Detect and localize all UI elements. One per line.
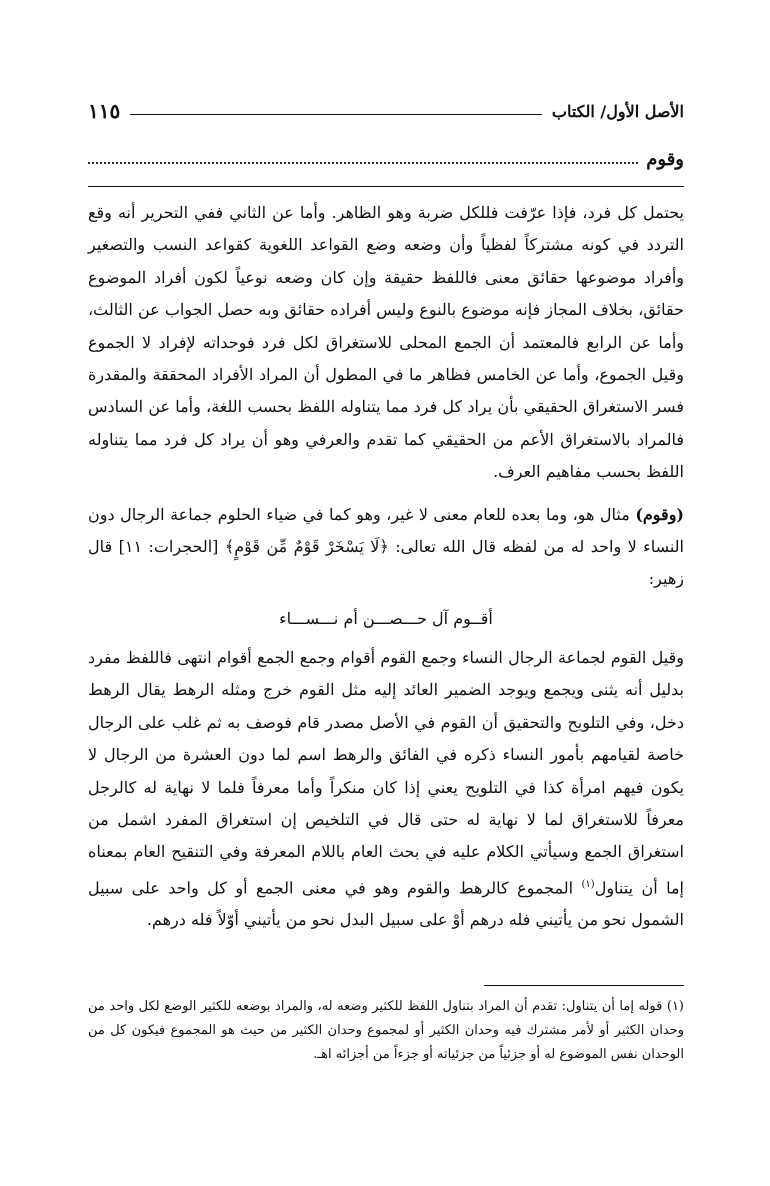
footnote-reference: (١) (581, 878, 595, 890)
lemma-dotted-leader (88, 162, 638, 164)
header-rule (130, 114, 542, 115)
footnotes (88, 995, 684, 1068)
page-header (88, 96, 684, 126)
footnote-1: (١) قوله إما أن يتناول: تقدم أن المراد بتناول اللفظ للكثير وضعه له، والمراد بوضعه للكثير الوضع لكل واحد من وحدان الكثير أو لأمر مشترك فيه وحدان الكثير أو لمجموع وحدان الكثير من حيث هو المجموع فيكون كل من الوحدان نفس الموضوع له أو جزئياً من جزئياته أو جزءاً من أجزائه اهـ. (88, 999, 684, 1063)
running-title: الأصل الأول/ الكتاب (551, 101, 684, 121)
page-number: ١١٥ (88, 99, 121, 123)
poetry-verse: أقــوم آل حـــصـــن أم نـــســـاء (279, 608, 493, 628)
paragraph-1: يحتمل كل فرد، فإذا عرّفت فللكل ضربة وهو الظاهر. وأما عن الثاني ففي التحرير أنه وقع التردد في كونه مشتركاً لفظياً وأن وضعه وضع القواعد اللغوية كقواعد النسب والتصغير وأفراد موضوعها حقائق معنى فاللفظ حقيقة وإن كان وضعه نوعياً لكون أفراد الموضوع حقائق، بخلاف المجاز فإنه موضوع بالنوع وليس أفراده حقائق وبه حصل الجواب عن الثالث، وأما عن الرابع فالمعتمد أن الجمع المحلى للاستغراق لكل فرد فوحداته لإفراد لا الجموع وقيل الجموع، وأما عن الخامس فظاهر ما في المطول أن المراد الأفراد المحققة والمقدرة فسر الاستغراق الحقيقي بأن يراد كل فرد مما يتناوله اللفظ بحسب اللغة، وأما عن السادس فالمراد بالاستغراق الأعم من الحقيقي كما تقدم والعرفي وهو أن يراد كل فرد مما يتناوله اللفظ بحسب مفاهيم العرف. (88, 203, 684, 482)
paragraph-3 (88, 642, 684, 937)
paragraph-2-text: مثال هو، وما بعده للعام معنى لا غير، وهو كما في ضياء الحلوم جماعة الرجال دون النساء لا واحد له من لفظه قال الله تعالى: ﴿لَا يَسْخَرْ قَوْمٌ مِّن قَوْمٍ﴾ [الحجرات: ١١] قال زهير: (88, 504, 685, 589)
paragraph-3-end: المجموع كالرهط والقوم وهو في معنى الجمع أو كل واحد على سبيل الشمول نحو من يأتيني فله درهم أوْ على سبيل البدل نحو من يأتيني أوّلاً فله درهم. (88, 878, 684, 930)
paragraph-3-text: وقيل القوم لجماعة الرجال النساء وجمع القوم أقوام وجمع الجمع أقوام انتهى فاللفظ مفرد بدليل أنه يثنى ويجمع ويوجد الضمير العائد إليه مثل القوم خرج ومثله الرهط يقال الرهط دخل، وفي التلويح والتحقيق أن القوم في الأصل مصدر قام فوصف به ثم غلب على الرجال خاصة لقيامهم بأمور النساء ذكره في الفائق والرهط اسم لما دون العشرة من الرجال لا يكون فيهم امرأة كذا في التلويح يعني إذا كان منكراً وأما معرفاً فلما لا نهاية له كالرجل معرفاً للاستغراق لما لا نهاية له حتى قال في التلخيص إن استغراق المفرد اشمل من استغراق الجمع وسيأتي الكلام عليه في بحث العام باللام المعرفة وفي التنقيح العام بمعناه إما أن يتناول (88, 647, 685, 898)
paragraph-2 (88, 499, 684, 596)
paragraph-2-term: (وقوم) (635, 504, 684, 524)
footnote-rule (484, 985, 684, 986)
lemma-row (88, 144, 684, 174)
lemma-word: وقوم (646, 148, 684, 170)
lemma-rule (88, 186, 684, 187)
main-text (88, 197, 684, 937)
